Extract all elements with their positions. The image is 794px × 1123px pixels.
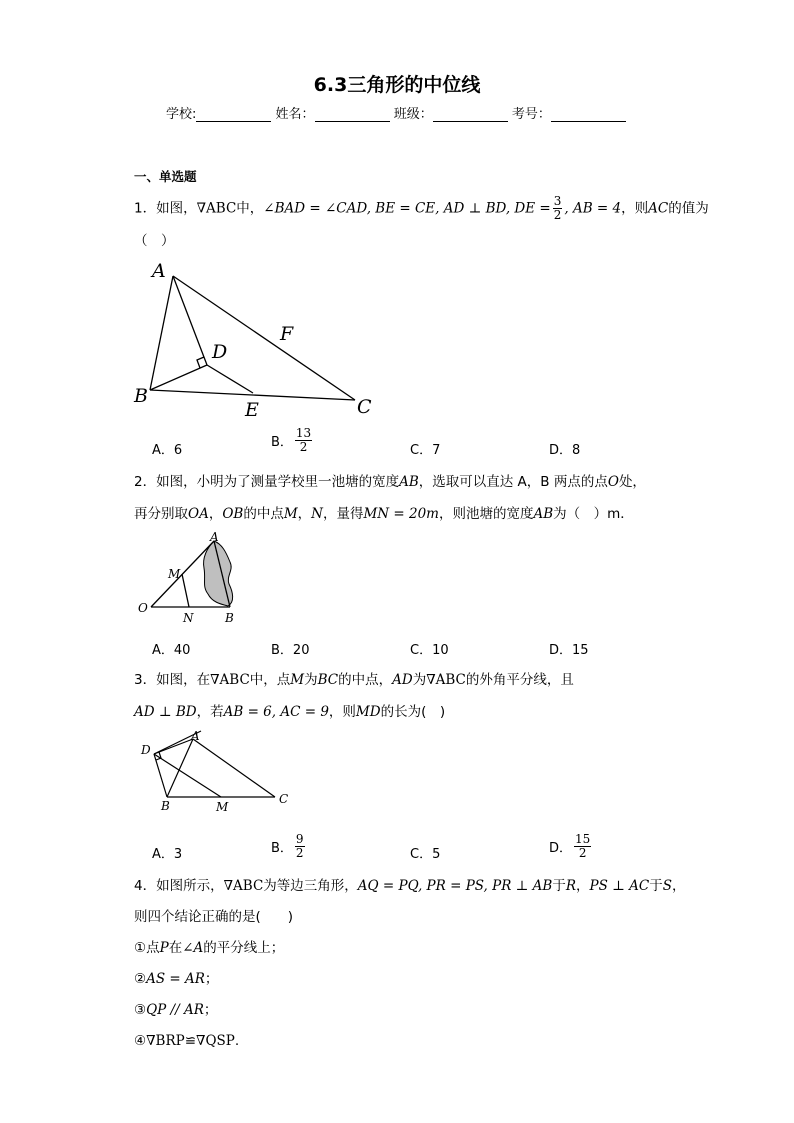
q3-bc: BC <box>317 672 339 688</box>
q1-label-d: D <box>212 341 228 363</box>
q3-text-7: ，若 <box>196 704 224 720</box>
q4-c3-tail: ； <box>203 1002 218 1018</box>
q4-triangle: ∇ABC <box>223 878 264 894</box>
q2-sep-2: ， <box>297 506 312 522</box>
q4-conclusion-4 <box>134 1030 239 1052</box>
q1-option-c[interactable]: C．7 <box>410 443 441 458</box>
q3-text-4: 的中点， <box>338 672 393 688</box>
q1-option-b-den: 2 <box>299 440 308 454</box>
q4-c1-text-3: 的平分线上； <box>203 940 285 956</box>
q3-figure <box>134 726 299 818</box>
q3-ad: AD <box>392 672 413 688</box>
q3-text-8: ，则 <box>328 704 356 720</box>
q1-label-b: B <box>134 385 148 407</box>
q2-oa: OA <box>188 506 209 522</box>
q4-c3-num: ③ <box>134 1002 147 1018</box>
q2-ob: OB <box>222 506 244 522</box>
q1-conditions-2: , AB = 4 <box>564 200 622 217</box>
q3-condition: AD ⊥ BD <box>134 704 197 720</box>
q2-option-b[interactable]: B．20 <box>271 643 310 658</box>
q3-text: 3．如图，在 <box>134 672 211 688</box>
q2-stem-line2 <box>134 503 634 525</box>
q3-option-b-den: 2 <box>295 846 304 860</box>
q2-text-5: 的中点 <box>243 506 284 522</box>
school-blank[interactable] <box>196 107 271 122</box>
class-blank[interactable] <box>433 107 508 122</box>
q2-n: N <box>311 506 323 522</box>
q4-text-5: 于 <box>649 878 663 894</box>
q3-md: MD <box>355 704 381 720</box>
q2-text-6: ，量得 <box>322 506 364 522</box>
q2-figure <box>132 530 252 630</box>
q2-stem-line1 <box>134 471 646 493</box>
q1-option-b-label: B． <box>271 435 293 450</box>
q4-condition: AQ = PQ, PR = PS, PR ⊥ AB <box>357 878 553 894</box>
q3-option-d[interactable] <box>549 833 593 860</box>
q2-label-b: B <box>225 611 234 625</box>
q2-text-7: ，则池塘的宽度 <box>438 506 534 522</box>
q1-option-a[interactable]: A．6 <box>152 443 183 458</box>
q2-ab: AB <box>399 474 419 490</box>
q1-figure <box>128 258 378 423</box>
q1-seg-ac <box>173 276 355 400</box>
name-blank[interactable] <box>315 107 390 122</box>
q1-seg-de <box>207 365 253 393</box>
q4-ps: PS ⊥ AC <box>589 878 650 894</box>
q1-label-e: E <box>245 399 259 421</box>
school-label: 学校: <box>166 107 197 122</box>
q1-fraction <box>553 195 563 222</box>
q3-label-b: B <box>161 799 170 813</box>
q3-option-b-frac <box>295 833 305 860</box>
q1-ac: AC <box>648 200 669 217</box>
q3-option-d-label: D． <box>549 841 573 856</box>
q4-c2: AS = AR <box>146 971 205 987</box>
q1-conditions: ∠BAD = ∠CAD, BE = CE, AD ⊥ BD, DE = <box>263 200 551 217</box>
q2-text-3: 处， <box>618 474 646 490</box>
q4-stem-line2: 则四个结论正确的是( ) <box>134 909 294 925</box>
q1-seg-ad <box>173 276 207 365</box>
q3-seg-ac <box>193 739 275 797</box>
q2-text: 2．如图，小明为了测量学校里一池塘的宽度 <box>134 474 400 490</box>
q4-conclusion-3 <box>134 999 217 1021</box>
q1-text: 中， <box>236 200 264 217</box>
section-heading: 一、单选题 <box>134 169 197 184</box>
q3-option-d-num: 15 <box>575 832 591 846</box>
student-info-line <box>166 103 626 122</box>
q2-sep: ， <box>208 506 223 522</box>
q1-text-2: ，则 <box>621 200 649 217</box>
q4-p: P <box>159 940 169 956</box>
q2-label-a: A <box>210 530 219 544</box>
q4-text-3: 于 <box>552 878 566 894</box>
q3-values: AB = 6, AC = 9 <box>223 704 329 720</box>
q1-seg-bd <box>150 365 207 390</box>
q4-conclusion-2 <box>134 968 218 990</box>
number-blank[interactable] <box>551 107 626 122</box>
q2-text-4: 再分别取 <box>134 506 188 522</box>
q2-options <box>0 639 794 659</box>
q4-text-2: 为等边三角形， <box>263 878 358 894</box>
q4-c1-text-2: 在 <box>168 940 183 956</box>
q1-option-d[interactable]: D．8 <box>549 443 581 458</box>
q4-c1-text: ①点 <box>134 940 160 956</box>
q3-stem-line1 <box>134 669 574 691</box>
q3-options <box>0 832 794 870</box>
q2-label-n: N <box>183 611 194 625</box>
q3-triangle-2: ∇ABC <box>426 672 466 688</box>
q3-text-2: 中，点 <box>249 672 291 688</box>
q3-stem-line2 <box>134 701 445 723</box>
q3-option-d-den: 2 <box>578 846 587 860</box>
number-label: 考号： <box>511 107 551 122</box>
q4-stem-line1 <box>134 875 685 897</box>
q3-option-b-label: B． <box>271 841 293 856</box>
q2-pond <box>204 541 233 606</box>
q4-c2-num: ② <box>134 971 147 987</box>
q2-option-c[interactable]: C．10 <box>410 643 449 658</box>
q3-option-d-frac <box>574 833 591 860</box>
q2-label-m: M <box>168 567 181 581</box>
page-title: 6.3三角形的中位线 <box>313 74 481 96</box>
q1-text-3: 的值为 <box>668 200 709 217</box>
q3-option-b-num: 9 <box>295 832 304 846</box>
q2-text-8: 为（ ）m． <box>553 506 634 522</box>
q2-ab-2: AB <box>533 506 554 522</box>
q1-options <box>0 426 794 467</box>
q4-text-4: ， <box>576 878 590 894</box>
q2-text-2: ，选取可以直达 A，B 两点的点 <box>418 474 608 490</box>
q4-text: 4．如图所示， <box>134 878 224 894</box>
q3-label-m: M <box>216 800 229 814</box>
q4-angle-a: ∠A <box>182 940 204 956</box>
q3-seg-dm <box>154 754 221 797</box>
q1-option-b-frac <box>295 427 312 454</box>
q3-option-b[interactable] <box>271 833 307 860</box>
q2-seg-mn <box>182 574 189 607</box>
q3-label-d: D <box>141 743 151 757</box>
q3-label-c: C <box>279 792 289 806</box>
q3-text-3: 为 <box>304 672 318 688</box>
q1-option-b-num: 13 <box>295 426 312 440</box>
q4-conclusion-1 <box>134 937 284 959</box>
q2-mn: MN = 20m <box>363 506 439 522</box>
q1-seg-ab <box>150 276 173 390</box>
q1-frac-num: 3 <box>553 194 562 208</box>
q1-paren: （ ） <box>134 233 175 249</box>
q4-c4: ∇BRP≌∇QSP <box>146 1033 235 1049</box>
q1-option-b[interactable] <box>271 427 314 454</box>
q4-s: S <box>662 878 672 894</box>
q2-m: M <box>283 506 298 522</box>
name-label: 姓名： <box>275 107 315 122</box>
q1-label-f: F <box>280 323 294 345</box>
q1-stem <box>134 195 709 222</box>
q2-label-o: O <box>138 601 148 615</box>
class-label: 班级： <box>393 107 433 122</box>
q4-c3: QP // AR <box>146 1002 204 1018</box>
q1-triangle: ∇ABC <box>196 200 237 217</box>
q3-text-5: 为 <box>412 672 427 688</box>
q1-number: 1．如图， <box>134 200 197 217</box>
q1-label-a: A <box>152 260 166 282</box>
q3-triangle: ∇ABC <box>210 672 250 688</box>
q2-option-a[interactable]: A．40 <box>152 643 191 658</box>
q3-option-c[interactable]: C．5 <box>410 847 441 862</box>
q4-c4-num: ④ <box>134 1033 147 1049</box>
q2-o: O <box>607 474 619 490</box>
q4-c2-tail: ； <box>204 971 219 987</box>
q4-c4-tail: . <box>234 1033 240 1049</box>
q1-frac-den: 2 <box>553 208 562 222</box>
q3-m: M <box>290 672 305 688</box>
q2-option-d[interactable]: D．15 <box>549 643 589 658</box>
q4-text-6: ， <box>671 878 686 894</box>
q1-label-c: C <box>357 396 372 418</box>
q3-text-9: 的长为( ) <box>380 704 446 720</box>
q4-r: R <box>565 878 576 894</box>
q3-text-6: 的外角平分线，且 <box>465 672 574 688</box>
q3-label-a: A <box>191 729 200 743</box>
q3-option-a[interactable]: A．3 <box>152 847 183 862</box>
